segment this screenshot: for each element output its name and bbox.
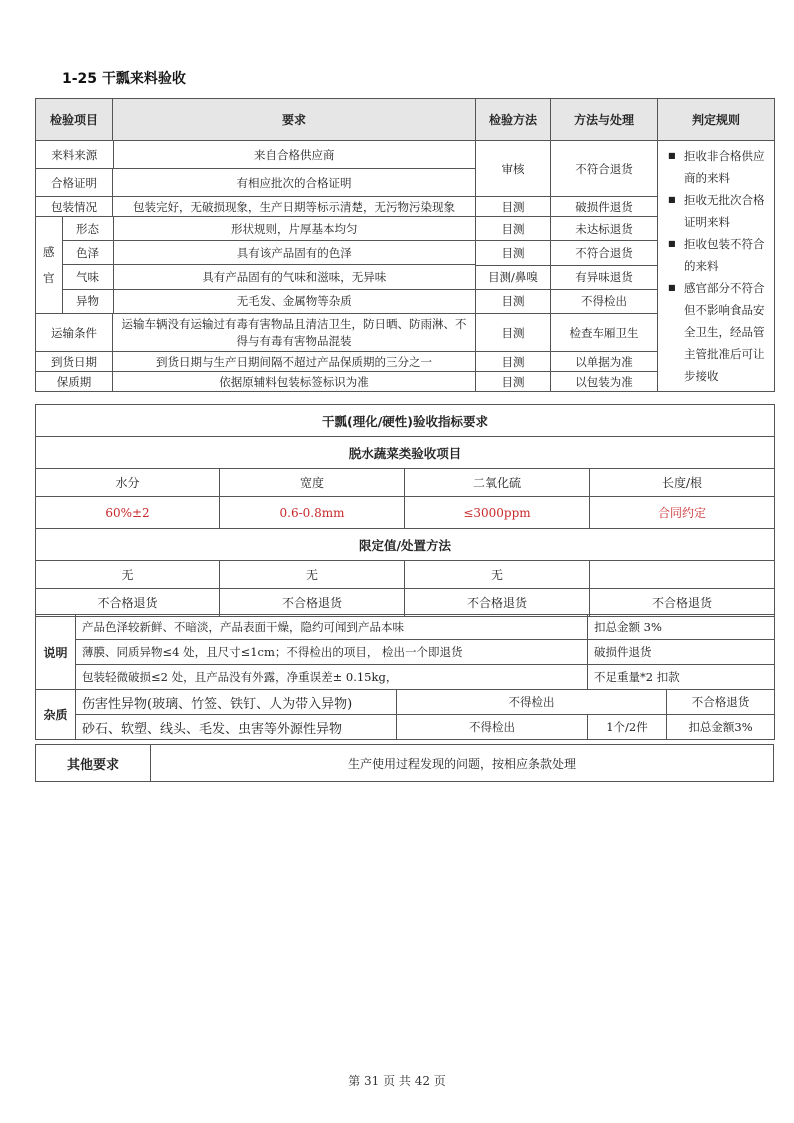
limit-value: 无 [405,561,590,589]
rule-item: ■ 拒收包装不符合的来料 [668,233,768,277]
row-method: 目测 [476,217,551,241]
limit-value: 无 [220,561,405,589]
row-requirement: 运输车辆没有运输过有毒有害物品且清洁卫生，防日晒、防雨淋、不得与有毒有害物品混装 [113,314,476,352]
spec-value: ≤3000ppm [405,497,590,529]
row-handling: 以单据为准 [551,352,658,372]
note-row [36,640,775,665]
row-item: 形态 [62,217,113,241]
spec-value: 0.6-0.8mm [220,497,405,529]
spec-col: 二氧化硫 [405,469,590,497]
row-item: 运输条件 [36,314,113,352]
row-handling: 不符合退货 [551,241,658,265]
impurity-limit-2: 1个/2件 [588,715,667,740]
row-handling: 检查车厢卫生 [551,314,658,352]
row-requirement: 有相应批次的合格证明 [113,169,476,197]
limit-action: 不合格退货 [220,589,405,617]
inspection-table [35,98,775,392]
impurity-text: 砂石、软塑、线头、毛发、虫害等外源性异物 [76,715,397,740]
header-rules: 判定规则 [658,99,775,141]
rule-item: ■ 感官部分不符合但不影响食品安全卫生，经品管主管批准后可让步接收 [668,277,768,387]
header-requirement: 要求 [113,99,476,141]
row-method: 目测 [476,289,551,313]
rule-item: ■ 拒收非合格供应商的来料 [668,145,768,189]
limit-row [36,561,775,589]
row-handling: 有异味退货 [551,265,658,289]
row-method: 目测 [476,197,551,217]
header-handling: 方法与处理 [551,99,658,141]
page-title: 1-25 干瓢来料验收 [62,71,186,87]
row-handling: 破损件退货 [551,197,658,217]
other-table [35,744,774,782]
row-requirement: 无毛发、金属物等杂质 [236,294,352,309]
row-requirement: 具有该产品固有的色泽 [113,241,475,265]
impurity-row [36,715,775,740]
merged-handling: 不符合退货 [551,141,658,197]
row-item: 气味 [62,265,113,289]
impurity-action: 扣总金额3% [667,715,775,740]
other-text: 生产使用过程发现的问题，按相应条款处理 [151,745,774,782]
row-item: 合格证明 [36,169,113,197]
row-requirement: 包装完好，无破损现象，生产日期等标示清楚，无污物污染现象 [113,197,476,217]
rule-item: ■ 拒收无批次合格证明来料 [668,189,768,233]
merged-method: 审核 [476,141,551,197]
note-action: 破损件退货 [588,640,775,665]
judgement-rules [658,141,775,392]
row-method: 目测 [476,314,551,352]
sense-label: 感官 [36,217,62,313]
other-label: 其他要求 [36,745,151,782]
spec-subtitle: 脱水蔬菜类验收项目 [36,437,775,469]
row-item: 包装情况 [36,197,113,217]
note-action: 扣总金额 3% [588,615,775,640]
limit-action: 不合格退货 [36,589,220,617]
limit-value [590,561,775,589]
table-header-row [36,99,775,141]
spec-header-row [36,469,775,497]
row-item: 来料来源 [36,141,113,168]
header-item: 检验项目 [36,99,113,141]
row-requirement: 到货日期与生产日期间隔不超过产品保质期的三分之一 [113,352,476,372]
limit-value: 无 [36,561,220,589]
row-item: 到货日期 [36,352,113,372]
row-item: 异物 [62,289,113,313]
notes-label: 说明 [36,615,76,690]
spec-title: 干瓢(理化/硬性)验收指标要求 [36,405,775,437]
row-handling: 不得检出 [551,289,658,313]
spec-col: 水分 [36,469,220,497]
row-requirement: 形状规则，片厚基本均匀 [113,217,475,241]
spec-value: 合同约定 [590,497,775,529]
spec-value-row [36,497,775,529]
impurity-row [36,690,775,715]
action-row [36,589,775,617]
row-item: 色泽 [62,241,113,265]
spec-table [35,404,775,617]
limit-title: 限定值/处置方法 [36,529,775,561]
notes-table [35,614,775,740]
row-method: 目测/鼻嗅 [476,265,551,289]
header-method: 检验方法 [476,99,551,141]
row-handling: 未达标退货 [551,217,658,241]
row-method: 目测 [476,241,551,265]
impurity-limit: 不得检出 [397,690,667,715]
row-method: 目测 [476,372,551,392]
note-action: 不足重量*2 扣款 [588,665,775,690]
limit-action: 不合格退货 [405,589,590,617]
row-requirement: 依据原辅料包装标签标识为准 [113,372,476,392]
limit-action: 不合格退货 [590,589,775,617]
spec-col: 宽度 [220,469,405,497]
row-requirement: 来自合格供应商 [254,147,335,162]
impurity-action: 不合格退货 [667,690,775,715]
page-footer: 第 31 页 共 42 页 [348,1074,446,1088]
row-item: 保质期 [36,372,113,392]
impurity-text: 伤害性异物(玻璃、竹签、铁钉、人为带入异物) [76,690,397,715]
spec-col: 长度/根 [590,469,775,497]
table-row [36,141,775,169]
note-text: 产品色泽较新鲜、不暗淡，产品表面干燥，隐约可闻到产品本味 [76,615,588,640]
impurity-limit: 不得检出 [397,715,588,740]
impurities-label: 杂质 [36,690,76,740]
note-row [36,665,775,690]
row-handling: 以包装为准 [551,372,658,392]
row-requirement: 具有产品固有的气味和滋味，无异味 [113,265,475,289]
row-method: 目测 [476,352,551,372]
note-row [36,615,775,640]
note-text: 包装轻微破损≤2 处，且产品没有外露，净重误差± 0.15kg， [76,665,588,690]
note-text: 薄膜、同质异物≤4 处，且尺寸≤1cm；不得检出的项目， 检出一个即退货 [76,640,588,665]
spec-value: 60%±2 [36,497,220,529]
